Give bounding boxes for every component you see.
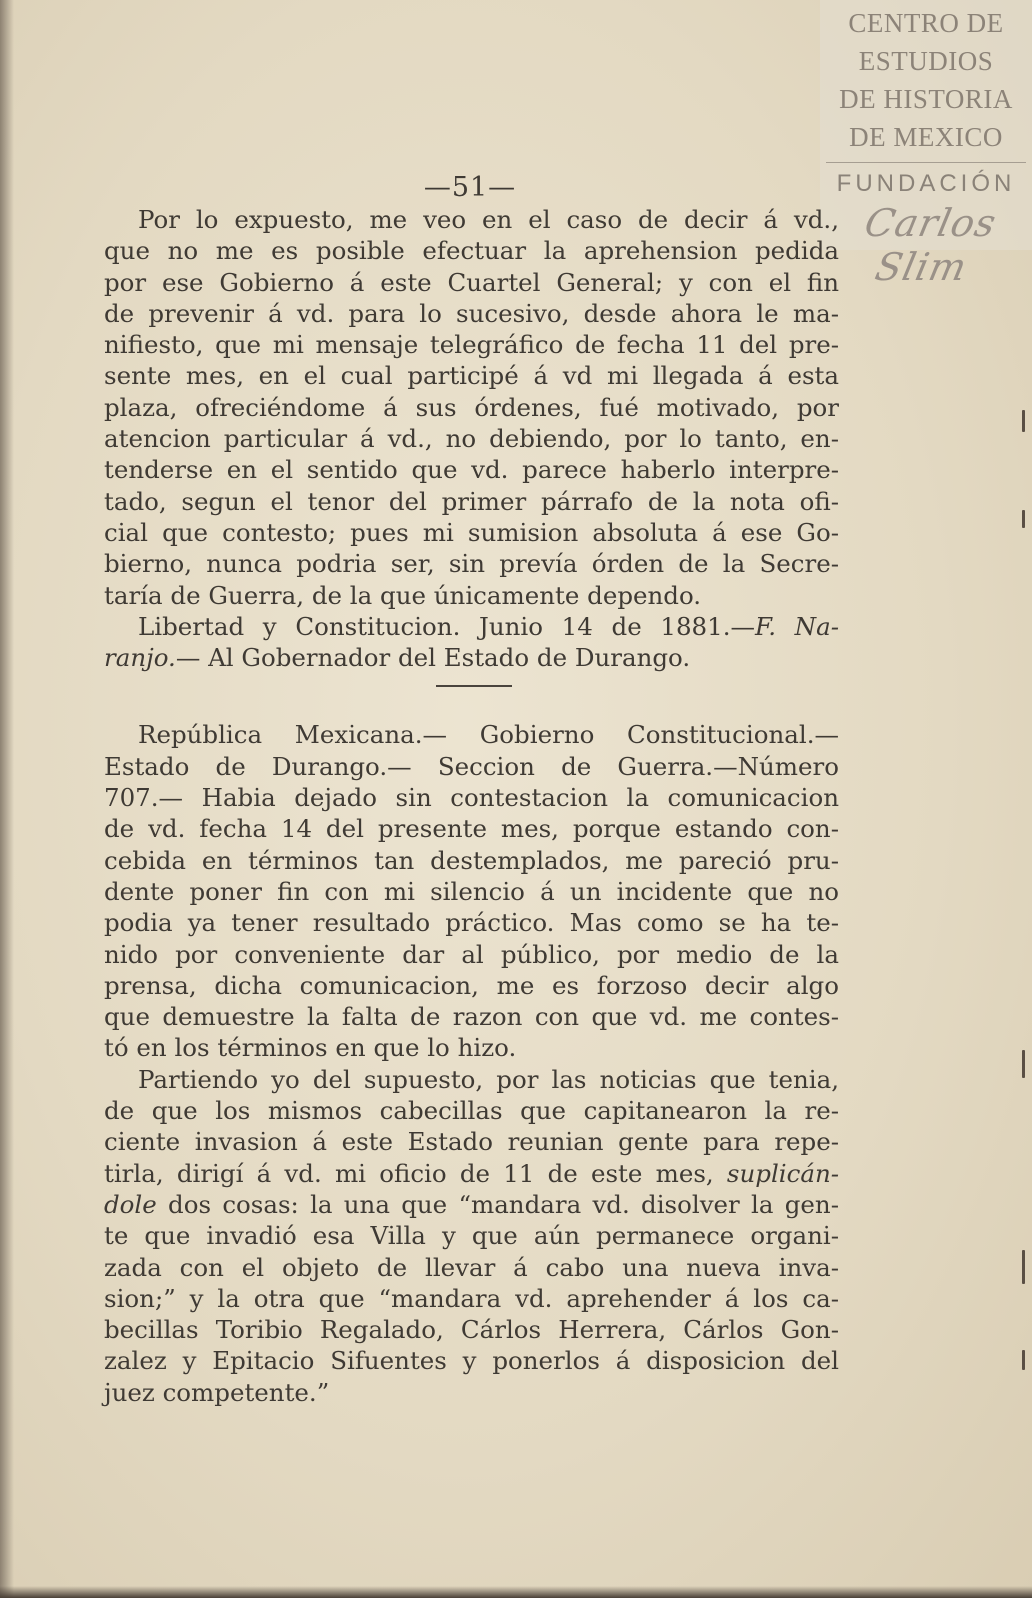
- letter2-line: nido por conveniente dar al público, por medio de la: [104, 939, 839, 969]
- watermark-line-2: ESTUDIOS: [858, 46, 994, 76]
- signature-name-part-a: F. Na-: [755, 611, 839, 641]
- italic-word: suplicán-: [726, 1158, 839, 1188]
- letter2-line: 707.— Habia dejado sin contestacion la comunicacion: [104, 783, 839, 813]
- watermark-line-1: CENTRO DE: [848, 8, 1004, 38]
- letter2-line: zada con el objeto de llevar á cabo una nueva inva-: [104, 1252, 839, 1282]
- letter1-line: que no me es posible efectuar la aprehension pedida: [104, 236, 839, 266]
- watermark-signature: Carlos Slim: [860, 201, 1001, 289]
- letter2-line: [104, 1189, 839, 1220]
- letter1-line: nifiesto, que mi mensaje telegráfico de fecha 11 del pre-: [104, 330, 839, 360]
- section-divider: [104, 673, 839, 713]
- letter1-line: sente mes, en el cual participé á vd mi llegada á esta: [104, 361, 839, 391]
- page-number: —51—: [423, 172, 517, 203]
- letter1-line: tado, segun el tenor del primer párrafo de la nota ofi-: [104, 486, 839, 516]
- letter2-line: ciente invasion á este Estado reunian gente para repe-: [104, 1127, 839, 1157]
- letter2-line: te que invadió esa Villa y que aún permanece organi-: [104, 1221, 839, 1251]
- letter2-line: zalez y Epitacio Sifuentes y ponerlos á disposicion del: [104, 1346, 839, 1376]
- letter2-line: cebida en términos tan destemplados, me pareció pru-: [104, 845, 839, 875]
- watermark-line-4: DE MEXICO: [849, 122, 1003, 152]
- letter1-line: tenderse en el sentido que vd. parece haberlo interpre-: [104, 455, 839, 485]
- letter2-line: tó en los términos en que lo hizo.: [104, 1033, 517, 1063]
- letter2-line: sion;” y la otra que “mandara vd. aprehender á los ca-: [104, 1283, 839, 1313]
- letter2-line: [104, 1158, 839, 1189]
- page-left-shadow: [0, 0, 14, 1598]
- letter2-line: de que los mismos cabecillas que capitanearon la re-: [104, 1096, 839, 1126]
- body-text: [104, 204, 839, 1408]
- italic-word: dole: [104, 1189, 157, 1219]
- letter1-line: cial que contesto; pues mi sumision absoluta á ese Go-: [104, 517, 839, 547]
- letter2-line: que demuestre la falta de razon con que vd. me contes-: [104, 1002, 839, 1032]
- right-edge-marks: [1022, 250, 1026, 1400]
- letter1-closing: [104, 611, 839, 642]
- letter2-line: podia ya tener resultado práctico. Mas como se ha te-: [104, 908, 839, 938]
- letter1-closing-2: [104, 642, 839, 673]
- letter2-line: becillas Toribio Regalado, Cárlos Herrera, Cárlos Gon-: [104, 1315, 839, 1345]
- letter1-line: bierno, nunca podria ser, sin prevía órden de la Secre-: [104, 549, 839, 579]
- letter2-line: Estado de Durango.— Seccion de Guerra.—Número: [104, 751, 839, 781]
- text-segment: dos cosas: la una que “mandara vd. disolver la gen-: [156, 1189, 839, 1219]
- letter2-line: República Mexicana.— Gobierno Constitucional.—: [138, 720, 839, 750]
- letter1-line: taría de Guerra, de la que únicamente dependo.: [104, 580, 702, 610]
- watermark-line-3: DE HISTORIA: [839, 84, 1013, 114]
- watermark-divider: [826, 162, 1026, 163]
- addressee-text: — Al Gobernador del Estado de Durango.: [175, 643, 691, 673]
- letter2-line: juez competente.”: [104, 1377, 330, 1407]
- letter2-line: prensa, dicha comunicacion, me es forzoso decir algo: [104, 970, 839, 1000]
- letter2-line: Partiendo yo del supuesto, por las noticias que tenia,: [138, 1064, 839, 1094]
- closing-text: Libertad y Constitucion. Junio 14 de 1881.—: [138, 611, 756, 641]
- letter1-line: atencion particular á vd., no debiendo, por lo tanto, en-: [104, 424, 839, 454]
- page-bottom-edge: [0, 1586, 1032, 1598]
- text-segment: tirla, dirigí á vd. mi oficio de 11 de este mes,: [104, 1158, 727, 1188]
- archive-watermark: [820, 0, 1032, 289]
- signature-name-part-b: ranjo.: [104, 643, 176, 673]
- letter1-line: Por lo expuesto, me veo en el caso de decir á vd.,: [138, 205, 839, 234]
- letter2-line: dente poner fin con mi silencio á un incidente que no: [104, 876, 839, 906]
- letter1-line: de prevenir á vd. para lo sucesivo, desde ahora le ma-: [104, 298, 839, 328]
- letter2-line: de vd. fecha 14 del presente mes, porque estando con-: [104, 814, 839, 844]
- watermark-foundation: FUNDACIÓN: [836, 170, 1016, 197]
- letter1-line: plaza, ofreciéndome á sus órdenes, fué motivado, por: [104, 392, 839, 422]
- letter1-line: por ese Gobierno á este Cuartel General; y con el fin: [104, 267, 839, 297]
